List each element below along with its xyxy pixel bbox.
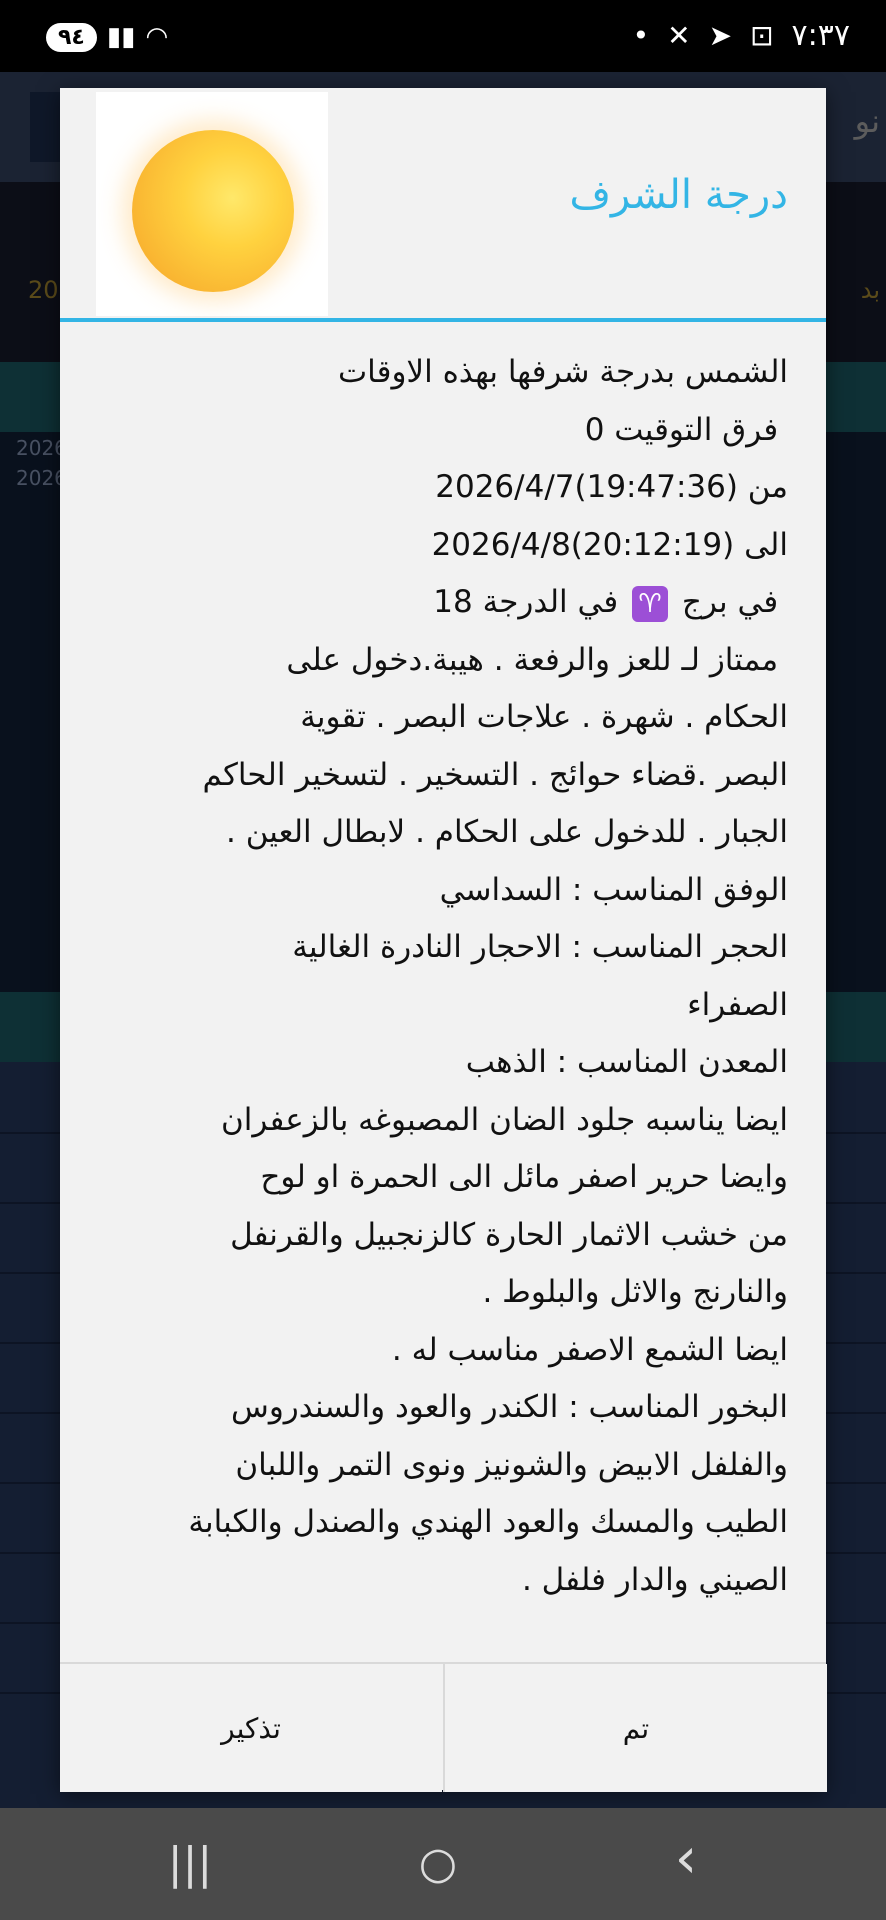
dialog-image — [96, 92, 328, 316]
aries-icon: ♈ — [632, 586, 668, 622]
recent-apps-button[interactable]: ||| — [167, 1838, 213, 1889]
message-line: والنارنج والاثل والبلوط . — [482, 1274, 788, 1310]
message-line: البخور المناسب : الكندر والعود والسندروس — [231, 1389, 788, 1425]
status-left — [46, 22, 168, 52]
sharaf-dialog — [60, 88, 826, 1790]
back-button[interactable]: ‹ — [674, 1826, 698, 1891]
signal-icon: ▮▮ — [106, 22, 136, 52]
reminder-button[interactable]: تذكير — [60, 1664, 442, 1792]
message-line: الجبار . للدخول على الحكام . لابطال العين . — [225, 814, 788, 850]
status-right — [633, 18, 850, 53]
zodiac-degree: في الدرجة 18 — [433, 584, 629, 620]
telegram-icon: ➤ — [708, 19, 733, 52]
home-button[interactable]: ○ — [418, 1838, 458, 1889]
message-line: فرق التوقيت 0 — [584, 411, 788, 448]
wifi-icon: ◠ — [145, 22, 169, 52]
message-line-zodiac — [94, 574, 788, 632]
message-line: من (19:47:36)2026/4/7 — [435, 469, 788, 505]
dialog-message — [94, 344, 788, 1674]
battery-indicator: ٩٤ — [46, 23, 97, 52]
dialog-header — [60, 88, 826, 320]
message-line: الصيني والدار فلفل . — [521, 1561, 788, 1598]
message-line: الحجر المناسب : الاحجار النادرة الغالية — [292, 929, 788, 965]
navigation-bar — [0, 1808, 886, 1920]
dialog-title: درجة الشرف — [569, 172, 788, 218]
message-line: ممتاز لـ للعز والرفعة . هيبة.دخول على — [286, 641, 788, 678]
x-app-icon: ✕ — [667, 19, 691, 52]
dialog-buttons — [60, 1662, 826, 1792]
message-line: البصر .قضاء حوائج . التسخير . لتسخير الحاكم — [202, 756, 788, 793]
message-line: ايضا يناسبه جلود الضان المصبوغه بالزعفران — [221, 1101, 788, 1138]
message-line: الصفراء — [687, 986, 788, 1023]
message-line: الوفق المناسب : السداسي — [439, 871, 788, 908]
zodiac-prefix: في برج — [672, 584, 788, 620]
sun-icon — [132, 130, 294, 292]
done-button[interactable]: تم — [443, 1664, 827, 1792]
message-line: الطيب والمسك والعود الهندي والصندل والكبابة — [188, 1504, 788, 1540]
message-line: وايضا حرير اصفر مائل الى الحمرة او لوح — [260, 1159, 788, 1195]
clock: ٧:٣٧ — [791, 18, 850, 53]
message-line: والفلفل الابيض والشونيز ونوى التمر واللبان — [235, 1446, 788, 1483]
screenshot-icon: ⊡ — [750, 19, 774, 52]
message-line: من خشب الاثمار الحارة كالزنجبيل والقرنفل — [230, 1216, 788, 1253]
message-line: الحكام . شهرة . علاجات البصر . تقوية — [300, 699, 788, 735]
dot-icon: • — [632, 19, 650, 52]
message-line: الشمس بدرجة شرفها بهذه الاوقات — [338, 354, 788, 390]
message-line: ايضا الشمع الاصفر مناسب له . — [391, 1331, 788, 1368]
message-line: الى (20:12:19)2026/4/8 — [431, 526, 788, 563]
title-divider — [60, 318, 826, 322]
status-bar — [0, 0, 886, 72]
message-line: المعدن المناسب : الذهب — [465, 1044, 788, 1080]
